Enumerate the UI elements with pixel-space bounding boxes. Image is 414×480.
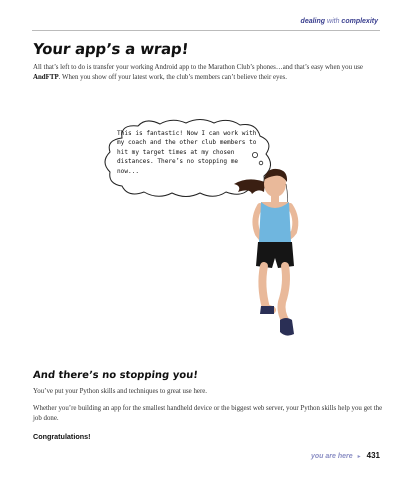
intro-text-part1: All that’s left to do is transfer your working Android app to the Marathon Club’s phones…and that’s easy when you use — [33, 64, 363, 71]
body-paragraph-2: Whether you’re building an app for the smallest handheld device or the biggest web server, your Python skills help you get the job done. — [33, 405, 383, 422]
section-header — [301, 18, 378, 25]
header-rule — [32, 30, 380, 31]
intro-bold-app-name: AndFTP — [33, 74, 59, 81]
page-number: 431 — [366, 451, 380, 460]
section-word-3: complexity — [341, 18, 378, 25]
thought-bubble-text: This is fantastic! Now I can work with my coach and the other club members to hit my target times at my chosen distances. There’s no stopping me now... — [117, 130, 257, 175]
runner-illustration — [230, 162, 320, 342]
section-subtitle: And there’s no stopping you! — [32, 370, 199, 381]
section-word-2: with — [327, 18, 340, 25]
body-paragraph-1: You’ve put your Python skills and techniques to great use here. — [33, 388, 208, 395]
page-title: Your app’s a wrap! — [32, 40, 190, 58]
congratulations-text: Congratulations! — [33, 432, 91, 441]
intro-paragraph — [33, 63, 378, 83]
you-are-here-label: you are here — [310, 453, 353, 460]
section-word-1: dealing — [300, 18, 326, 25]
footer-arrow-icon: ▸ — [357, 454, 361, 460]
intro-text-part2: . When you show off your latest work, the club’s members can’t believe their eyes. — [58, 74, 287, 81]
page-footer — [311, 451, 380, 460]
